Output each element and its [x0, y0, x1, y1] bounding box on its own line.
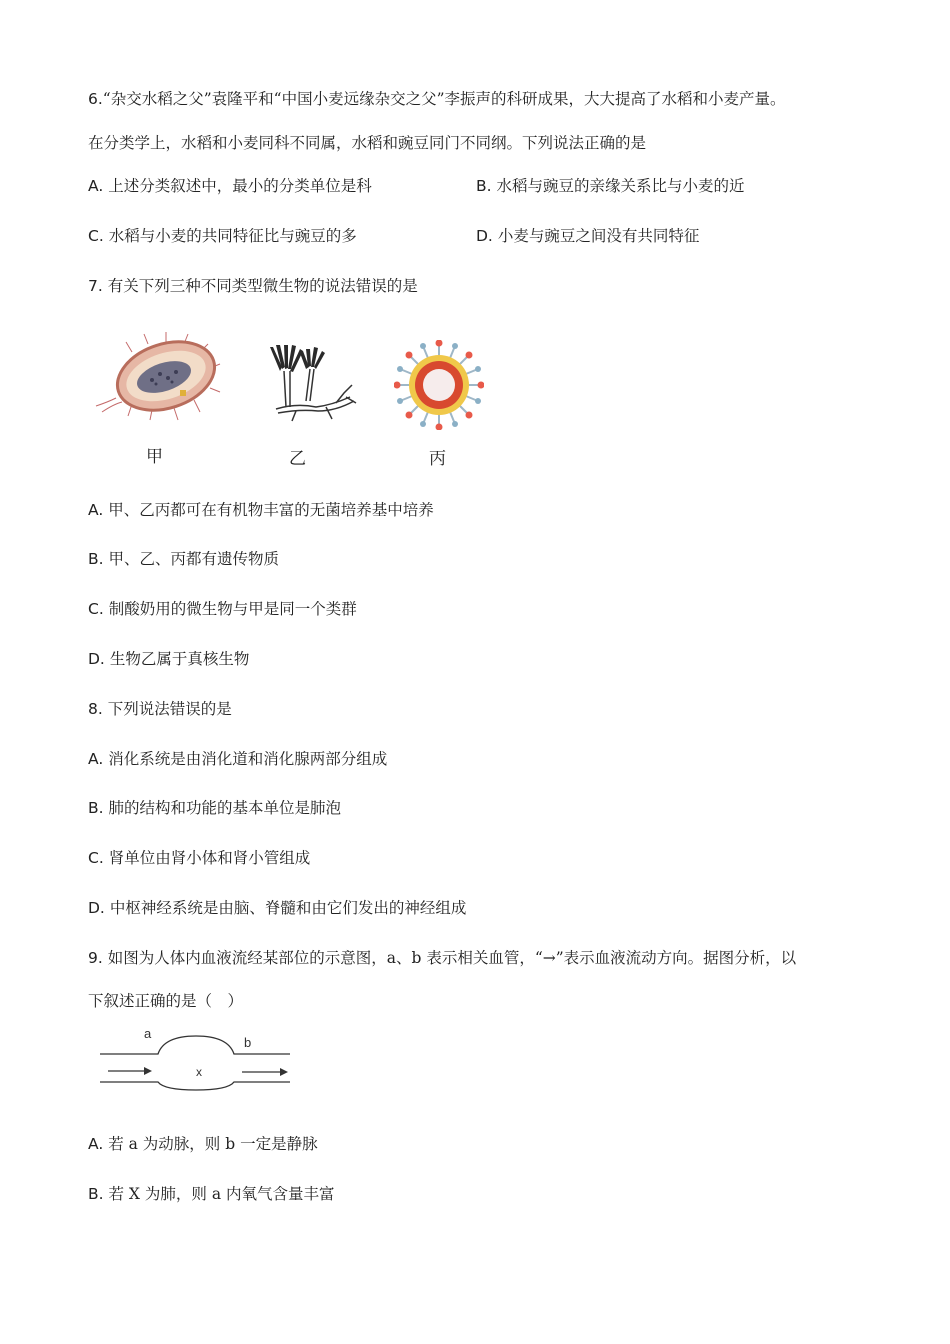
q7-option-b	[88, 549, 279, 569]
q7-stem-text: 有关下列三种不同类型微生物的说法错误的是	[107, 277, 418, 295]
option-text: 水稻与豌豆的亲缘关系比与小麦的近	[496, 177, 745, 195]
option-label: A.	[88, 1135, 104, 1153]
option-text: 肾单位由肾小体和肾小管组成	[108, 849, 311, 867]
q6-option-b	[476, 176, 745, 196]
q6-option-d	[476, 226, 699, 246]
q9-option-a	[88, 1134, 318, 1154]
option-label: C.	[88, 600, 104, 618]
q9-stem-line1	[88, 948, 796, 968]
q6-stem-line1	[88, 89, 786, 109]
virus-illustration	[394, 340, 484, 430]
q9-number: 9.	[88, 949, 103, 967]
q8-option-c	[88, 848, 310, 868]
option-label: C.	[88, 227, 104, 245]
q6-stem-line2: 在分类学上，水稻和小麦同科不同属，水稻和豌豆同门不同纲。下列说法正确的是	[88, 134, 647, 152]
option-label: B.	[476, 177, 492, 195]
option-label: B.	[88, 550, 104, 568]
option-label: D.	[88, 650, 105, 668]
option-text: 小麦与豌豆之间没有共同特征	[497, 227, 700, 245]
option-text: 制酸奶用的微生物与甲是同一个类群	[108, 600, 357, 618]
option-text: 生物乙属于真核生物	[109, 650, 250, 668]
q6-stem-text-1: “杂交水稻之父”袁隆平和“中国小麦远缘杂交之父”李振声的科研成果，大大提高了水稻和小麦产量。	[102, 90, 786, 108]
figure-label-jia: 甲	[146, 447, 163, 467]
q8-stem-text: 下列说法错误的是	[107, 700, 232, 718]
bacterium-illustration	[92, 332, 222, 422]
option-text: 中枢神经系统是由脑、脊髓和由它们发出的神经组成	[109, 899, 467, 917]
q7-stem	[88, 276, 418, 296]
q7-option-c	[88, 599, 357, 619]
option-text: 甲、乙、丙都有遗传物质	[108, 550, 280, 568]
q8-number: 8.	[88, 700, 103, 718]
figure-label-bing: 丙	[429, 449, 446, 469]
option-label: D.	[88, 899, 105, 917]
q6-number: 6.	[88, 90, 103, 108]
option-label: A.	[88, 750, 104, 768]
option-text: 水稻与小麦的共同特征比与豌豆的多	[108, 227, 357, 245]
figure-label-yi: 乙	[289, 449, 306, 469]
vessel-label-b: b	[244, 1035, 252, 1050]
option-text: 若 a 为动脉，则 b 一定是静脉	[108, 1135, 318, 1153]
q9-stem-line2: 下叙述正确的是（ ）	[88, 992, 244, 1010]
vessel-label-a: a	[144, 1026, 152, 1041]
option-text: 甲、乙丙都可在有机物丰富的无菌培养基中培养	[108, 501, 434, 519]
option-label: A.	[88, 501, 104, 519]
option-text: 上述分类叙述中，最小的分类单位是科	[108, 177, 372, 195]
option-text: 肺的结构和功能的基本单位是肺泡	[108, 799, 342, 817]
option-label: A.	[88, 177, 104, 195]
mold-illustration	[266, 345, 362, 423]
option-label: D.	[476, 227, 493, 245]
option-text: 消化系统是由消化道和消化腺两部分组成	[108, 750, 388, 768]
option-text: 若 X 为肺，则 a 内氧气含量丰富	[108, 1185, 335, 1203]
q8-option-a	[88, 749, 387, 769]
blood-flow-diagram	[96, 1026, 296, 1098]
q7-option-d	[88, 649, 249, 669]
q8-option-b	[88, 798, 341, 818]
organ-label-x: x	[196, 1065, 202, 1079]
option-label: B.	[88, 1185, 104, 1203]
q7-option-a	[88, 500, 434, 520]
q9-option-b	[88, 1184, 335, 1204]
option-label: B.	[88, 799, 104, 817]
q8-option-d	[88, 898, 466, 918]
q9-stem-text-1: 如图为人体内血液流经某部位的示意图，a、b 表示相关血管，“→”表示血液流动方向。据图分析，以	[107, 949, 797, 967]
q6-option-c	[88, 226, 357, 246]
q6-option-a	[88, 176, 372, 196]
option-label: C.	[88, 849, 104, 867]
q7-number: 7.	[88, 277, 103, 295]
q8-stem	[88, 699, 232, 719]
